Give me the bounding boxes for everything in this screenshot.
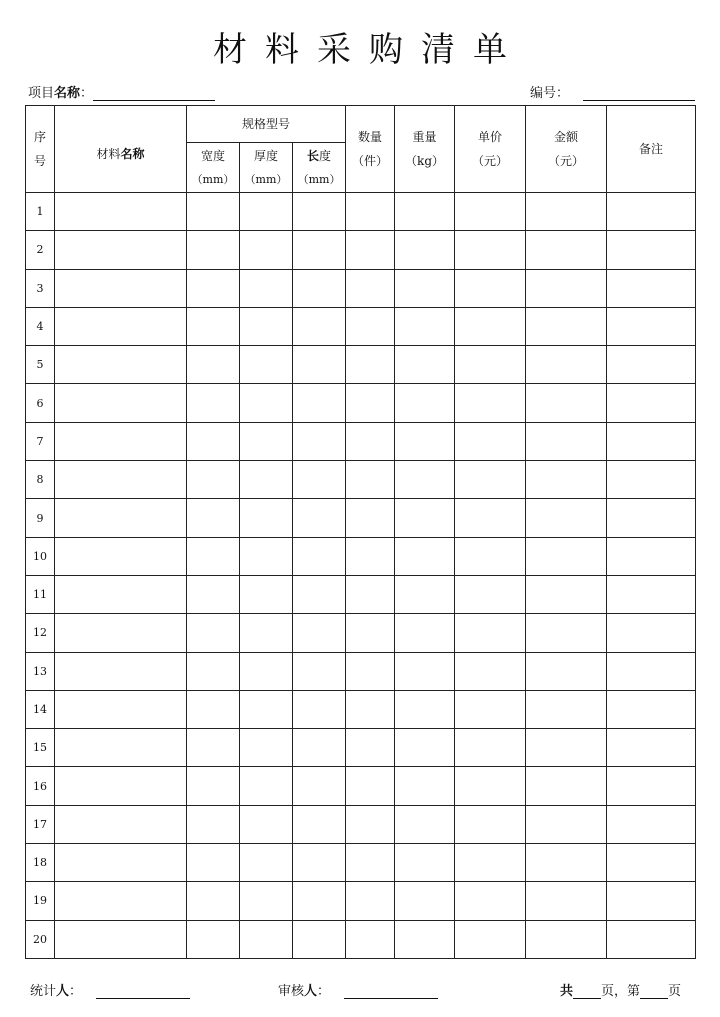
thickness-cell[interactable] <box>240 920 293 958</box>
header-seq: 序号 <box>26 106 55 193</box>
material-name-cell[interactable] <box>55 384 187 422</box>
thickness-cell[interactable] <box>240 614 293 652</box>
row-number: 2 <box>26 231 55 269</box>
thickness-cell[interactable] <box>240 269 293 307</box>
material-name-cell[interactable] <box>55 767 187 805</box>
length-cell[interactable] <box>293 882 346 920</box>
qty-cell[interactable] <box>346 575 395 613</box>
price-cell[interactable] <box>455 307 526 345</box>
header-amount: 金额 （元） <box>526 106 607 193</box>
amount-cell[interactable] <box>526 537 607 575</box>
table-row <box>26 307 696 345</box>
width-cell[interactable] <box>187 882 240 920</box>
page-count-row <box>560 980 681 999</box>
price-cell[interactable] <box>455 461 526 499</box>
amount-cell[interactable] <box>526 729 607 767</box>
remark-cell[interactable] <box>607 461 696 499</box>
price-cell[interactable] <box>455 920 526 958</box>
material-name-cell[interactable] <box>55 537 187 575</box>
width-cell[interactable] <box>187 844 240 882</box>
price-cell[interactable] <box>455 422 526 460</box>
amount-cell[interactable] <box>526 231 607 269</box>
width-cell[interactable] <box>187 269 240 307</box>
price-cell[interactable] <box>455 269 526 307</box>
header-remark: 备注 <box>607 106 696 193</box>
remark-cell[interactable] <box>607 844 696 882</box>
width-cell[interactable] <box>187 422 240 460</box>
number-label: 编号： <box>530 86 570 101</box>
table-row <box>26 193 696 231</box>
length-cell[interactable] <box>293 614 346 652</box>
qty-cell[interactable] <box>346 844 395 882</box>
table-row <box>26 614 696 652</box>
width-cell[interactable] <box>187 575 240 613</box>
weight-cell[interactable] <box>395 461 455 499</box>
remark-cell[interactable] <box>607 614 696 652</box>
remark-cell[interactable] <box>607 882 696 920</box>
qty-cell[interactable] <box>346 422 395 460</box>
row-number: 4 <box>26 307 55 345</box>
material-name-cell[interactable] <box>55 882 187 920</box>
header-weight: 重量 （kg） <box>395 106 455 193</box>
header-spec: 规格型号 <box>187 106 346 143</box>
width-cell[interactable] <box>187 652 240 690</box>
length-cell[interactable] <box>293 920 346 958</box>
width-cell[interactable] <box>187 690 240 728</box>
row-number: 14 <box>26 690 55 728</box>
price-cell[interactable] <box>455 767 526 805</box>
qty-cell[interactable] <box>346 882 395 920</box>
remark-cell[interactable] <box>607 690 696 728</box>
length-cell[interactable] <box>293 767 346 805</box>
qty-cell[interactable] <box>346 652 395 690</box>
weight-cell[interactable] <box>395 307 455 345</box>
remark-cell[interactable] <box>607 193 696 231</box>
row-number: 5 <box>26 346 55 384</box>
qty-cell[interactable] <box>346 729 395 767</box>
amount-cell[interactable] <box>526 690 607 728</box>
price-cell[interactable] <box>455 690 526 728</box>
price-cell[interactable] <box>455 384 526 422</box>
remark-cell[interactable] <box>607 231 696 269</box>
material-name-cell[interactable] <box>55 346 187 384</box>
length-cell[interactable] <box>293 499 346 537</box>
table-row <box>26 537 696 575</box>
thickness-cell[interactable] <box>240 537 293 575</box>
material-name-cell[interactable] <box>55 690 187 728</box>
number-field[interactable] <box>583 87 695 101</box>
row-number: 18 <box>26 844 55 882</box>
material-name-cell[interactable] <box>55 461 187 499</box>
width-cell[interactable] <box>187 767 240 805</box>
width-cell[interactable] <box>187 461 240 499</box>
row-number: 3 <box>26 269 55 307</box>
thickness-cell[interactable] <box>240 461 293 499</box>
table-row <box>26 920 696 958</box>
reviewer-field[interactable] <box>344 985 438 999</box>
width-cell[interactable] <box>187 384 240 422</box>
amount-cell[interactable] <box>526 499 607 537</box>
total-label: 共 <box>560 984 574 999</box>
price-cell[interactable] <box>455 729 526 767</box>
weight-cell[interactable] <box>395 729 455 767</box>
page-end: 页 <box>668 984 682 999</box>
amount-cell[interactable] <box>526 346 607 384</box>
length-cell[interactable] <box>293 652 346 690</box>
material-name-cell[interactable] <box>55 499 187 537</box>
amount-cell[interactable] <box>526 307 607 345</box>
thickness-cell[interactable] <box>240 844 293 882</box>
remark-cell[interactable] <box>607 652 696 690</box>
header-length: 长度 （mm） <box>293 143 346 193</box>
amount-cell[interactable] <box>526 767 607 805</box>
remark-cell[interactable] <box>607 307 696 345</box>
width-cell[interactable] <box>187 729 240 767</box>
amount-cell[interactable] <box>526 844 607 882</box>
length-cell[interactable] <box>293 690 346 728</box>
weight-cell[interactable] <box>395 844 455 882</box>
length-cell[interactable] <box>293 269 346 307</box>
row-number: 9 <box>26 499 55 537</box>
length-cell[interactable] <box>293 537 346 575</box>
table-row <box>26 346 696 384</box>
table-row <box>26 729 696 767</box>
amount-cell[interactable] <box>526 422 607 460</box>
header-thickness: 厚度 （mm） <box>240 143 293 193</box>
row-number: 11 <box>26 575 55 613</box>
price-cell[interactable] <box>455 882 526 920</box>
remark-cell[interactable] <box>607 384 696 422</box>
price-cell[interactable] <box>455 346 526 384</box>
remark-cell[interactable] <box>607 920 696 958</box>
width-cell[interactable] <box>187 346 240 384</box>
weight-cell[interactable] <box>395 231 455 269</box>
qty-cell[interactable] <box>346 920 395 958</box>
width-cell[interactable] <box>187 193 240 231</box>
amount-cell[interactable] <box>526 461 607 499</box>
current-page-field[interactable] <box>640 985 668 999</box>
width-cell[interactable] <box>187 537 240 575</box>
price-cell[interactable] <box>455 805 526 843</box>
qty-cell[interactable] <box>346 690 395 728</box>
statistician-label: 统计人： <box>30 984 83 999</box>
qty-cell[interactable] <box>346 614 395 652</box>
statistician-row <box>30 980 190 999</box>
material-name-cell[interactable] <box>55 920 187 958</box>
remark-cell[interactable] <box>607 767 696 805</box>
table-row <box>26 575 696 613</box>
length-cell[interactable] <box>293 384 346 422</box>
qty-cell[interactable] <box>346 384 395 422</box>
header-price: 单价 （元） <box>455 106 526 193</box>
price-cell[interactable] <box>455 537 526 575</box>
thickness-cell[interactable] <box>240 729 293 767</box>
total-pages-field[interactable] <box>573 985 601 999</box>
price-cell[interactable] <box>455 652 526 690</box>
remark-cell[interactable] <box>607 729 696 767</box>
remark-cell[interactable] <box>607 575 696 613</box>
thickness-cell[interactable] <box>240 882 293 920</box>
row-number: 15 <box>26 729 55 767</box>
length-cell[interactable] <box>293 346 346 384</box>
weight-cell[interactable] <box>395 384 455 422</box>
table-row <box>26 844 696 882</box>
qty-cell[interactable] <box>346 307 395 345</box>
length-cell[interactable] <box>293 729 346 767</box>
row-number: 20 <box>26 920 55 958</box>
amount-cell[interactable] <box>526 384 607 422</box>
thickness-cell[interactable] <box>240 805 293 843</box>
price-cell[interactable] <box>455 844 526 882</box>
qty-cell[interactable] <box>346 537 395 575</box>
table-row <box>26 461 696 499</box>
weight-cell[interactable] <box>395 346 455 384</box>
table-row <box>26 652 696 690</box>
material-name-cell[interactable] <box>55 844 187 882</box>
reviewer-label: 审核人： <box>278 984 331 999</box>
weight-cell[interactable] <box>395 575 455 613</box>
length-cell[interactable] <box>293 805 346 843</box>
material-name-cell[interactable] <box>55 193 187 231</box>
width-cell[interactable] <box>187 499 240 537</box>
price-cell[interactable] <box>455 614 526 652</box>
width-cell[interactable] <box>187 920 240 958</box>
table-row <box>26 384 696 422</box>
row-number: 8 <box>26 461 55 499</box>
table-row <box>26 767 696 805</box>
thickness-cell[interactable] <box>240 767 293 805</box>
width-cell[interactable] <box>187 805 240 843</box>
thickness-cell[interactable] <box>240 652 293 690</box>
thickness-cell[interactable] <box>240 346 293 384</box>
price-cell[interactable] <box>455 193 526 231</box>
row-number: 12 <box>26 614 55 652</box>
remark-cell[interactable] <box>607 499 696 537</box>
thickness-cell[interactable] <box>240 231 293 269</box>
table-row <box>26 422 696 460</box>
remark-cell[interactable] <box>607 422 696 460</box>
length-cell[interactable] <box>293 575 346 613</box>
weight-cell[interactable] <box>395 690 455 728</box>
row-number: 7 <box>26 422 55 460</box>
length-cell[interactable] <box>293 422 346 460</box>
form-title: 材料采购清单 <box>213 30 525 70</box>
price-cell[interactable] <box>455 231 526 269</box>
weight-cell[interactable] <box>395 767 455 805</box>
length-cell[interactable] <box>293 461 346 499</box>
weight-cell[interactable] <box>395 499 455 537</box>
qty-cell[interactable] <box>346 346 395 384</box>
table-row <box>26 269 696 307</box>
thickness-cell[interactable] <box>240 422 293 460</box>
row-number: 19 <box>26 882 55 920</box>
width-cell[interactable] <box>187 231 240 269</box>
weight-cell[interactable] <box>395 269 455 307</box>
row-number: 13 <box>26 652 55 690</box>
thickness-cell[interactable] <box>240 690 293 728</box>
amount-cell[interactable] <box>526 269 607 307</box>
project-name-label: 项目名称： <box>28 86 94 101</box>
table-row <box>26 231 696 269</box>
table-row <box>26 805 696 843</box>
width-cell[interactable] <box>187 614 240 652</box>
remark-cell[interactable] <box>607 346 696 384</box>
weight-cell[interactable] <box>395 537 455 575</box>
material-name-cell[interactable] <box>55 575 187 613</box>
table-row <box>26 690 696 728</box>
table-row <box>26 882 696 920</box>
qty-cell[interactable] <box>346 269 395 307</box>
weight-cell[interactable] <box>395 614 455 652</box>
reviewer-row <box>278 980 438 999</box>
material-name-cell[interactable] <box>55 652 187 690</box>
qty-cell[interactable] <box>346 499 395 537</box>
thickness-cell[interactable] <box>240 499 293 537</box>
amount-cell[interactable] <box>526 575 607 613</box>
header-qty: 数量 （件） <box>346 106 395 193</box>
qty-cell[interactable] <box>346 805 395 843</box>
table-row <box>26 499 696 537</box>
material-name-cell[interactable] <box>55 231 187 269</box>
material-name-cell[interactable] <box>55 614 187 652</box>
qty-cell[interactable] <box>346 461 395 499</box>
row-number: 1 <box>26 193 55 231</box>
material-name-cell[interactable] <box>55 269 187 307</box>
statistician-field[interactable] <box>96 985 190 999</box>
price-cell[interactable] <box>455 575 526 613</box>
row-number: 17 <box>26 805 55 843</box>
amount-cell[interactable] <box>526 193 607 231</box>
row-number: 16 <box>26 767 55 805</box>
width-cell[interactable] <box>187 307 240 345</box>
thickness-cell[interactable] <box>240 575 293 613</box>
row-number: 6 <box>26 384 55 422</box>
length-cell[interactable] <box>293 193 346 231</box>
length-cell[interactable] <box>293 231 346 269</box>
remark-cell[interactable] <box>607 537 696 575</box>
length-cell[interactable] <box>293 844 346 882</box>
weight-cell[interactable] <box>395 422 455 460</box>
qty-cell[interactable] <box>346 231 395 269</box>
thickness-cell[interactable] <box>240 193 293 231</box>
amount-cell[interactable] <box>526 614 607 652</box>
amount-cell[interactable] <box>526 920 607 958</box>
qty-cell[interactable] <box>346 767 395 805</box>
thickness-cell[interactable] <box>240 307 293 345</box>
materials-table <box>25 105 696 959</box>
weight-cell[interactable] <box>395 882 455 920</box>
number-row <box>530 82 695 101</box>
amount-cell[interactable] <box>526 882 607 920</box>
header-width: 宽度 （mm） <box>187 143 240 193</box>
weight-cell[interactable] <box>395 805 455 843</box>
weight-cell[interactable] <box>395 193 455 231</box>
project-name-field[interactable] <box>93 87 215 101</box>
page-text: 页，第 <box>601 984 641 999</box>
length-cell[interactable] <box>293 307 346 345</box>
amount-cell[interactable] <box>526 652 607 690</box>
project-name-row <box>28 82 215 101</box>
header-material-name: 材料名称 <box>55 106 187 193</box>
material-name-cell[interactable] <box>55 307 187 345</box>
row-number: 10 <box>26 537 55 575</box>
thickness-cell[interactable] <box>240 384 293 422</box>
weight-cell[interactable] <box>395 920 455 958</box>
price-cell[interactable] <box>455 499 526 537</box>
remark-cell[interactable] <box>607 269 696 307</box>
remark-cell[interactable] <box>607 805 696 843</box>
qty-cell[interactable] <box>346 193 395 231</box>
material-name-cell[interactable] <box>55 805 187 843</box>
material-name-cell[interactable] <box>55 729 187 767</box>
weight-cell[interactable] <box>395 652 455 690</box>
material-name-cell[interactable] <box>55 422 187 460</box>
amount-cell[interactable] <box>526 805 607 843</box>
